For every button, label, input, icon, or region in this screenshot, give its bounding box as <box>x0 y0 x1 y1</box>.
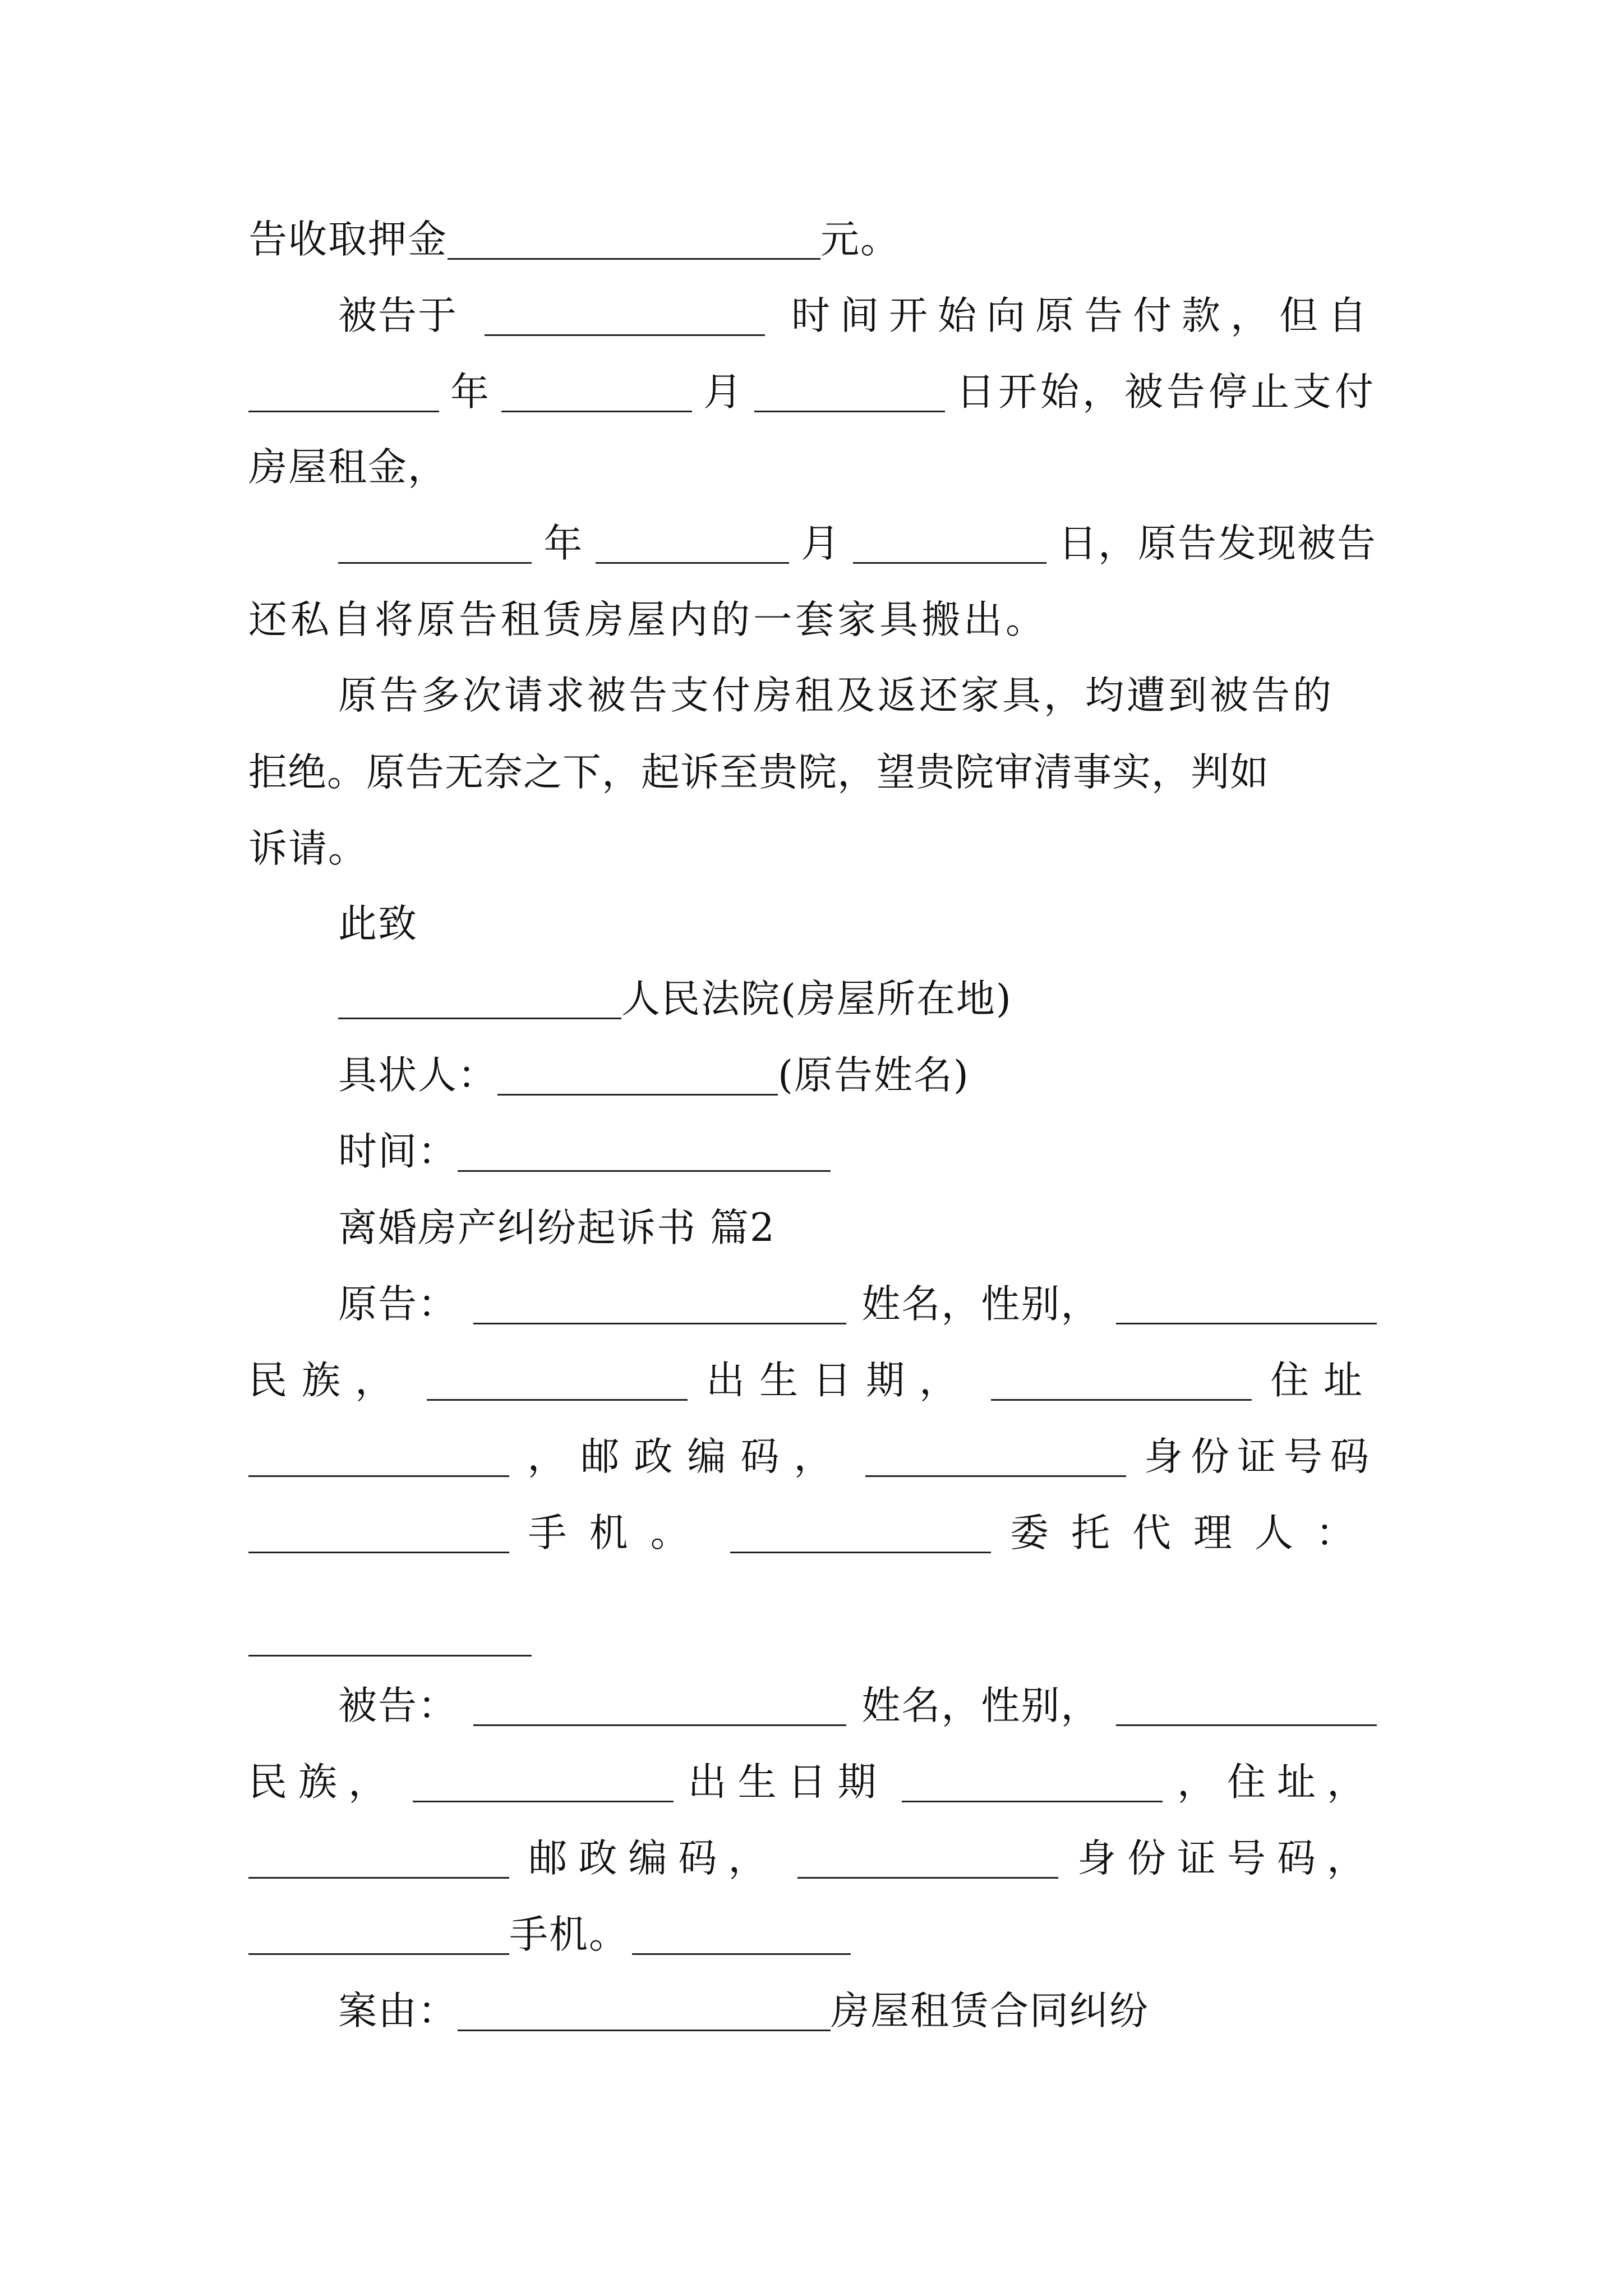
stop-year-blank <box>248 372 439 412</box>
time-label: 时间： <box>338 1129 458 1174</box>
section-heading <box>338 1197 1377 1259</box>
plaintiff-phone-blank <box>730 1513 991 1553</box>
furniture-text: 还私自将原告租赁房屋内的一套家具搬出。 <box>248 597 1048 642</box>
plaintiff-ethnicity-label: 民族， <box>248 1358 408 1403</box>
defendant-ethnicity-blank <box>413 1763 674 1802</box>
stop-day-text: 日开始，被告停止支付 <box>956 370 1377 415</box>
line-cause <box>338 1980 1377 2042</box>
defendant-label: 被告： <box>338 1683 458 1728</box>
line-requests <box>338 665 1377 726</box>
section-heading-text: 离婚房产纠纷起诉书 篇2 <box>338 1205 776 1250</box>
defendant-postal-label: 邮政编码， <box>528 1836 778 1881</box>
plaintiff-id-blank <box>248 1513 509 1553</box>
plaintiff-postal-label: ，邮政编码， <box>527 1434 847 1479</box>
line-refusal <box>248 742 1377 803</box>
defendant-postal-blank <box>797 1839 1058 1879</box>
plaintiff-postal-blank <box>865 1437 1126 1477</box>
payment-time-blank <box>485 296 765 336</box>
line-rent <box>248 436 1377 498</box>
defendant-birth-label: 出生日期 <box>688 1760 888 1805</box>
plaintiff-address-label: 住址 <box>1270 1358 1377 1403</box>
line-signer <box>338 1045 1377 1106</box>
line-plaintiff-agent <box>248 1605 1377 1667</box>
court-blank <box>338 979 621 1019</box>
defendant-phone-blank <box>632 1915 851 1955</box>
cause-label: 案由： <box>338 1989 458 2033</box>
defendant-id-label: 身份证号码， <box>1077 1836 1377 1881</box>
line-plaintiff-phone <box>248 1502 1377 1564</box>
plaintiff-agent-blank <box>248 1617 532 1657</box>
defendant-gender-blank <box>1116 1686 1377 1726</box>
discovery-year-label: 年 <box>543 521 584 566</box>
line-salutation <box>338 893 1377 955</box>
defendant-ethnicity-label: 民族， <box>248 1760 398 1805</box>
plaintiff-birth-blank <box>991 1361 1252 1401</box>
discovery-year-blank <box>338 524 532 564</box>
deposit-unit: 元。 <box>820 217 900 262</box>
plaintiff-label: 原告： <box>338 1282 458 1327</box>
rent-text: 房屋租金， <box>248 445 448 490</box>
plaintiff-gender-blank <box>1116 1285 1377 1324</box>
discovery-day-text: 日，原告发现被告 <box>1058 521 1377 566</box>
line-time <box>338 1121 1377 1182</box>
line-furniture <box>248 589 1377 651</box>
stop-month-blank <box>501 372 692 412</box>
cause-text: 房屋租赁合同纠纷 <box>831 1989 1149 2033</box>
line-defendant <box>338 1675 1377 1737</box>
signer-label: 具状人： <box>338 1053 497 1098</box>
deposit-text: 告收取押金 <box>248 217 448 262</box>
defendant-fields: 姓名，性别， <box>861 1683 1101 1728</box>
stop-month-label: 月 <box>703 370 743 415</box>
line-plaintiff-ethnicity <box>248 1350 1377 1411</box>
line-defendant-phone <box>248 1904 1377 1966</box>
line-plaintiff-postal <box>248 1426 1377 1488</box>
plaintiff-ethnicity-blank <box>427 1361 688 1401</box>
signer-blank <box>497 1056 778 1096</box>
plaintiff-birth-label: 出生日期， <box>706 1358 972 1403</box>
requests-text: 原告多次请求被告支付房租及返还家具，均遭到被告的 <box>338 673 1334 718</box>
stop-year-label: 年 <box>450 370 490 415</box>
salutation-text: 此致 <box>338 901 418 946</box>
stop-day-blank <box>754 372 945 412</box>
refusal-text: 拒绝。原告无奈之下，起诉至贵院，望贵院审清事实，判如 <box>248 750 1269 795</box>
line-defendant-ethnicity <box>248 1751 1377 1813</box>
line-defendant-postal <box>248 1828 1377 1889</box>
payment-start-text-2: 时间开始向原告付款，但自 <box>791 293 1377 338</box>
line-payment-start <box>338 285 1377 347</box>
defendant-birth-blank <box>902 1763 1163 1802</box>
time-blank <box>458 1132 831 1172</box>
plaintiff-fields: 姓名，性别， <box>861 1282 1101 1327</box>
line-deposit <box>248 209 1377 270</box>
court-text: 人民法院(房屋所在地) <box>621 977 1012 1022</box>
defendant-id-blank <box>248 1915 509 1955</box>
cause-blank <box>458 1991 831 2031</box>
claim-text: 诉请。 <box>248 826 368 871</box>
line-court <box>338 968 1377 1030</box>
plaintiff-id-label: 身份证号码 <box>1144 1434 1377 1479</box>
line-claim <box>248 818 1377 880</box>
signer-note: (原告姓名) <box>778 1053 970 1098</box>
line-stop-date <box>248 361 1377 423</box>
plaintiff-address-blank <box>248 1437 509 1477</box>
defendant-address-label: ，住址， <box>1177 1760 1377 1805</box>
plaintiff-blank <box>473 1285 846 1324</box>
defendant-blank <box>473 1686 846 1726</box>
discovery-month-blank <box>596 524 789 564</box>
line-discovery-date <box>338 513 1377 574</box>
defendant-address-blank <box>248 1839 509 1879</box>
line-plaintiff <box>338 1273 1377 1335</box>
discovery-month-label: 月 <box>801 521 841 566</box>
defendant-phone-label: 手机。 <box>509 1912 629 1957</box>
plaintiff-agent-label: 委托代理人： <box>1009 1511 1377 1556</box>
deposit-blank <box>448 220 820 260</box>
payment-start-text: 被告于 <box>338 293 458 338</box>
plaintiff-phone-label: 手机。 <box>528 1511 712 1556</box>
discovery-day-blank <box>853 524 1046 564</box>
